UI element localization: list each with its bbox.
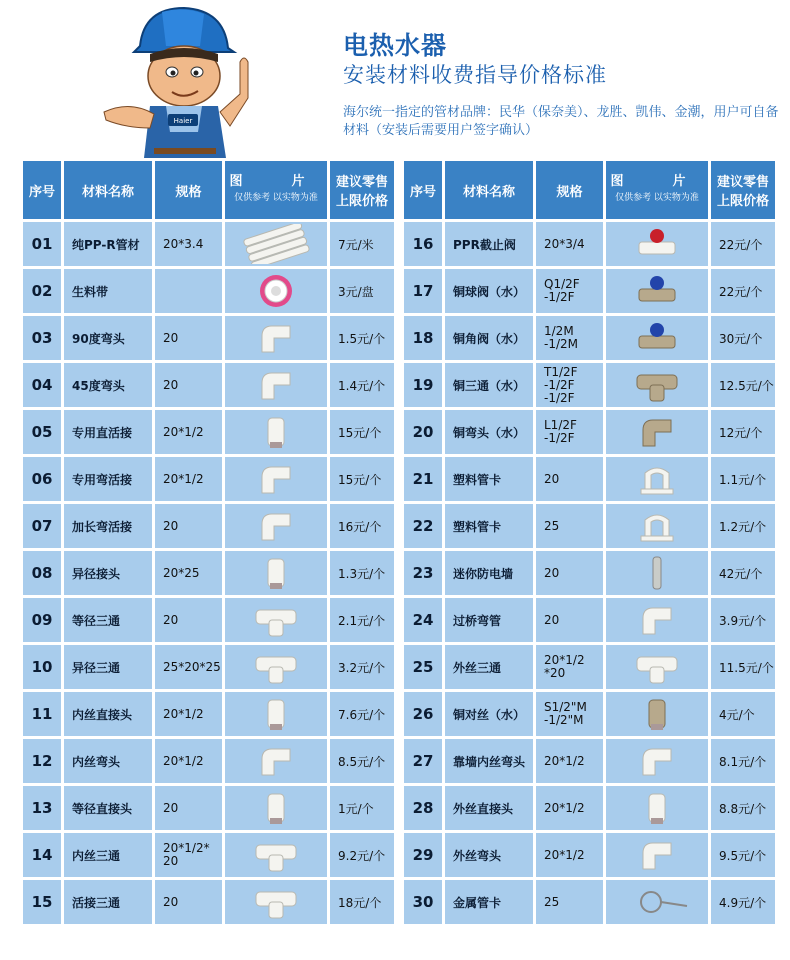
col-picture-sub: 仅供参考 以实物为准 — [234, 193, 318, 203]
material-name: 生料带 — [64, 269, 152, 313]
table-row — [404, 504, 775, 548]
table-row — [404, 222, 775, 266]
material-spec — [155, 551, 222, 595]
spec-line: 25 — [544, 518, 560, 533]
table-row — [404, 363, 775, 407]
table-row — [23, 269, 394, 313]
row-number: 07 — [23, 504, 61, 548]
table-row — [23, 504, 394, 548]
row-number: 04 — [23, 363, 61, 407]
row-number: 03 — [23, 316, 61, 360]
material-price: 8.8元/个 — [711, 786, 775, 830]
material-spec — [536, 739, 603, 783]
table-row — [23, 410, 394, 454]
material-name: 外丝直接头 — [445, 786, 533, 830]
material-name: 内丝三通 — [64, 833, 152, 877]
table-row — [404, 739, 775, 783]
row-number: 22 — [404, 504, 442, 548]
row-number: 18 — [404, 316, 442, 360]
spec-line: 20*1/2* — [163, 841, 210, 855]
row-number: 28 — [404, 786, 442, 830]
row-number: 06 — [23, 457, 61, 501]
spec-line: 20*3.4 — [163, 236, 204, 251]
spec-line: Q1/2F — [544, 277, 580, 291]
header — [0, 0, 790, 158]
material-name: 迷你防电墙 — [445, 551, 533, 595]
spec-line: 20 — [163, 612, 179, 627]
material-spec — [536, 833, 603, 877]
spec-line: 20*1/2 — [163, 706, 204, 721]
material-name: PPR截止阀 — [445, 222, 533, 266]
material-price: 1元/个 — [330, 786, 394, 830]
spec-line: 25 — [544, 894, 560, 909]
spec-line: 20 — [163, 854, 179, 868]
spec-line: 20*3/4 — [544, 236, 585, 251]
spec-line: 1/2M — [544, 324, 574, 338]
table-body — [404, 222, 775, 924]
material-price: 11.5元/个 — [711, 645, 775, 689]
coupling-icon — [225, 786, 327, 830]
col-picture — [606, 161, 708, 219]
material-price: 2.1元/个 — [330, 598, 394, 642]
table-row — [23, 598, 394, 642]
female-coupling-icon — [225, 692, 327, 736]
table-header-row — [23, 161, 394, 219]
spec-line: 25*20*25 — [163, 659, 221, 674]
row-number: 14 — [23, 833, 61, 877]
material-price: 3元/盘 — [330, 269, 394, 313]
row-number: 30 — [404, 880, 442, 924]
material-spec — [536, 504, 603, 548]
material-name: 铜球阀（水） — [445, 269, 533, 313]
material-price: 16元/个 — [330, 504, 394, 548]
material-price: 15元/个 — [330, 457, 394, 501]
material-name: 铜角阀（水） — [445, 316, 533, 360]
row-number: 26 — [404, 692, 442, 736]
material-spec — [155, 457, 222, 501]
row-number: 23 — [404, 551, 442, 595]
row-number: 05 — [23, 410, 61, 454]
material-price: 7元/米 — [330, 222, 394, 266]
material-name: 铜弯头（水） — [445, 410, 533, 454]
material-spec — [536, 316, 603, 360]
straight-union-icon — [225, 410, 327, 454]
col-price-line1: 建议零售 — [716, 175, 769, 190]
col-no: 序号 — [23, 161, 61, 219]
col-price-line2: 上限价格 — [716, 194, 769, 209]
spec-line: *20 — [544, 666, 566, 680]
spec-line: T1/2F — [544, 364, 578, 379]
material-spec — [155, 504, 222, 548]
table-row — [404, 410, 775, 454]
spec-line: 20 — [163, 330, 179, 345]
table-row — [23, 880, 394, 924]
pipe-clip-icon — [606, 457, 708, 501]
table-row — [23, 739, 394, 783]
material-spec — [155, 880, 222, 924]
spec-line: S1/2"M — [544, 700, 587, 714]
table-row — [23, 645, 394, 689]
table-row — [404, 833, 775, 877]
spec-line: L1/2F — [544, 418, 577, 432]
pipe-clip-icon — [606, 504, 708, 548]
material-name: 90度弯头 — [64, 316, 152, 360]
spec-line: 20*1/2 — [163, 424, 204, 439]
material-price: 1.2元/个 — [711, 504, 775, 548]
material-name: 外丝三通 — [445, 645, 533, 689]
angle-valve-icon — [606, 316, 708, 360]
row-number: 21 — [404, 457, 442, 501]
spec-line: 20*25 — [163, 565, 200, 580]
page-subtitle: 安装材料收费指导价格标准 — [343, 63, 607, 87]
union-tee-icon — [225, 880, 327, 924]
material-price: 1.5元/个 — [330, 316, 394, 360]
material-spec — [155, 598, 222, 642]
material-price: 30元/个 — [711, 316, 775, 360]
table-row — [404, 692, 775, 736]
material-name: 过桥弯管 — [445, 598, 533, 642]
reducing-tee-icon — [225, 645, 327, 689]
col-price — [711, 161, 775, 219]
material-spec — [155, 269, 222, 313]
row-number: 01 — [23, 222, 61, 266]
spec-line: 20 — [163, 894, 179, 909]
material-price: 18元/个 — [330, 880, 394, 924]
row-number: 20 — [404, 410, 442, 454]
row-number: 08 — [23, 551, 61, 595]
long-elbow-union-icon — [225, 504, 327, 548]
spec-line: 20*1/2 — [544, 753, 585, 768]
male-elbow-icon — [606, 833, 708, 877]
copper-nipple-icon — [606, 692, 708, 736]
material-price: 1.3元/个 — [330, 551, 394, 595]
material-name: 等径直接头 — [64, 786, 152, 830]
material-name: 内丝直接头 — [64, 692, 152, 736]
price-table-left — [20, 158, 397, 927]
table-row — [404, 551, 775, 595]
table-row — [404, 269, 775, 313]
metal-clip-icon — [606, 880, 708, 924]
row-number: 29 — [404, 833, 442, 877]
row-number: 13 — [23, 786, 61, 830]
spec-line: -1/2M — [544, 337, 578, 351]
spec-line: 20*1/2 — [544, 800, 585, 815]
spec-line: 20 — [163, 377, 179, 392]
material-spec — [536, 645, 603, 689]
row-number: 24 — [404, 598, 442, 642]
table-row — [404, 457, 775, 501]
row-number: 09 — [23, 598, 61, 642]
row-number: 16 — [404, 222, 442, 266]
spec-line: 20*1/2 — [163, 471, 204, 486]
material-spec — [536, 880, 603, 924]
ball-valve-icon — [606, 269, 708, 313]
col-picture-title: 图 片 — [610, 174, 704, 189]
material-name: 铜对丝（水） — [445, 692, 533, 736]
col-spec: 规格 — [155, 161, 222, 219]
material-price: 9.2元/个 — [330, 833, 394, 877]
material-spec — [536, 692, 603, 736]
mascot-badge: Haier — [173, 117, 193, 125]
material-spec — [155, 645, 222, 689]
material-name: 靠墙内丝弯头 — [445, 739, 533, 783]
row-number: 25 — [404, 645, 442, 689]
male-coupling-icon — [606, 786, 708, 830]
material-spec — [155, 786, 222, 830]
material-spec — [155, 316, 222, 360]
row-number: 17 — [404, 269, 442, 313]
row-number: 10 — [23, 645, 61, 689]
copper-elbow-icon — [606, 410, 708, 454]
material-spec — [536, 551, 603, 595]
material-spec — [536, 410, 603, 454]
spec-line: 20 — [544, 612, 560, 627]
brand-note: 海尔统一指定的管材品牌：民华（保奈美）、龙胜、凯伟、金潮，用户可自备材料（安装后需要用户签字确认） — [343, 105, 779, 138]
material-price: 22元/个 — [711, 222, 775, 266]
material-price: 22元/个 — [711, 269, 775, 313]
material-name: 塑料管卡 — [445, 457, 533, 501]
material-name: 专用弯活接 — [64, 457, 152, 501]
table-row — [404, 598, 775, 642]
tape-icon — [225, 269, 327, 313]
material-name: 等径三通 — [64, 598, 152, 642]
row-number: 02 — [23, 269, 61, 313]
material-name: 45度弯头 — [64, 363, 152, 407]
copper-tee-icon — [606, 363, 708, 407]
material-name: 塑料管卡 — [445, 504, 533, 548]
material-price: 7.6元/个 — [330, 692, 394, 736]
spec-line: 20 — [163, 518, 179, 533]
row-number: 19 — [404, 363, 442, 407]
wall-elbow-icon — [606, 739, 708, 783]
table-row — [404, 316, 775, 360]
col-picture-title: 图 片 — [229, 174, 323, 189]
tee-icon — [225, 598, 327, 642]
row-number: 15 — [23, 880, 61, 924]
material-spec — [155, 410, 222, 454]
material-price: 3.2元/个 — [330, 645, 394, 689]
material-price: 8.5元/个 — [330, 739, 394, 783]
material-name: 活接三通 — [64, 880, 152, 924]
elbow-45-icon — [225, 363, 327, 407]
material-name: 加长弯活接 — [64, 504, 152, 548]
col-price — [330, 161, 394, 219]
spec-line: -1/2"M — [544, 713, 584, 727]
table-row — [23, 833, 394, 877]
spec-line: 20*1/2 — [544, 847, 585, 862]
row-number: 27 — [404, 739, 442, 783]
table-row — [404, 645, 775, 689]
male-tee-icon — [606, 645, 708, 689]
spec-line: -1/2F — [544, 431, 575, 445]
material-name: 金属管卡 — [445, 880, 533, 924]
col-name: 材料名称 — [64, 161, 152, 219]
installer-mascot-icon — [100, 2, 260, 158]
page-title: 电热水器 — [343, 31, 448, 60]
material-price: 8.1元/个 — [711, 739, 775, 783]
material-name: 纯PP-R管材 — [64, 222, 152, 266]
female-tee-icon — [225, 833, 327, 877]
material-spec — [155, 222, 222, 266]
material-name: 内丝弯头 — [64, 739, 152, 783]
material-price: 3.9元/个 — [711, 598, 775, 642]
col-name: 材料名称 — [445, 161, 533, 219]
elbow-union-icon — [225, 457, 327, 501]
material-price: 1.1元/个 — [711, 457, 775, 501]
material-spec — [155, 692, 222, 736]
price-table-right — [401, 158, 778, 927]
table-row — [23, 222, 394, 266]
table-header-row — [404, 161, 775, 219]
spec-line: 20 — [544, 565, 560, 580]
col-no: 序号 — [404, 161, 442, 219]
row-number: 11 — [23, 692, 61, 736]
material-price: 42元/个 — [711, 551, 775, 595]
material-price: 12元/个 — [711, 410, 775, 454]
spec-line: -1/2F — [544, 290, 575, 304]
bridge-bend-icon — [606, 598, 708, 642]
material-name: 异径三通 — [64, 645, 152, 689]
female-elbow-icon — [225, 739, 327, 783]
stop-valve-icon — [606, 222, 708, 266]
spec-line: 20*1/2 — [163, 753, 204, 768]
material-price: 12.5元/个 — [711, 363, 775, 407]
elbow-90-icon — [225, 316, 327, 360]
material-price: 9.5元/个 — [711, 833, 775, 877]
material-spec — [536, 222, 603, 266]
col-picture — [225, 161, 327, 219]
spec-line: 20 — [544, 471, 560, 486]
material-spec — [536, 363, 603, 407]
col-price-line1: 建议零售 — [335, 175, 388, 190]
table-row — [404, 880, 775, 924]
col-spec: 规格 — [536, 161, 603, 219]
material-name: 异径接头 — [64, 551, 152, 595]
table-row — [23, 786, 394, 830]
pipes-icon — [225, 222, 327, 266]
table-body — [23, 222, 394, 924]
table-row — [404, 786, 775, 830]
table-row — [23, 457, 394, 501]
material-spec — [536, 598, 603, 642]
material-spec — [536, 269, 603, 313]
material-spec — [536, 786, 603, 830]
spec-line: -1/2F — [544, 390, 575, 405]
spec-line: 20*1/2 — [544, 653, 585, 667]
table-row — [23, 551, 394, 595]
spec-line: 20 — [163, 800, 179, 815]
spec-line: -1/2F — [544, 377, 575, 392]
material-price: 15元/个 — [330, 410, 394, 454]
material-name: 外丝弯头 — [445, 833, 533, 877]
material-name: 铜三通（水） — [445, 363, 533, 407]
material-spec — [155, 833, 222, 877]
material-spec — [155, 363, 222, 407]
material-price: 4元/个 — [711, 692, 775, 736]
col-price-line2: 上限价格 — [335, 194, 388, 209]
col-picture-sub: 仅供参考 以实物为准 — [615, 193, 699, 203]
material-price: 4.9元/个 — [711, 880, 775, 924]
material-spec — [536, 457, 603, 501]
material-price: 1.4元/个 — [330, 363, 394, 407]
mini-barrier-icon — [606, 551, 708, 595]
reducer-icon — [225, 551, 327, 595]
table-row — [23, 316, 394, 360]
material-name: 专用直活接 — [64, 410, 152, 454]
row-number: 12 — [23, 739, 61, 783]
table-row — [23, 363, 394, 407]
material-spec — [155, 739, 222, 783]
table-row — [23, 692, 394, 736]
